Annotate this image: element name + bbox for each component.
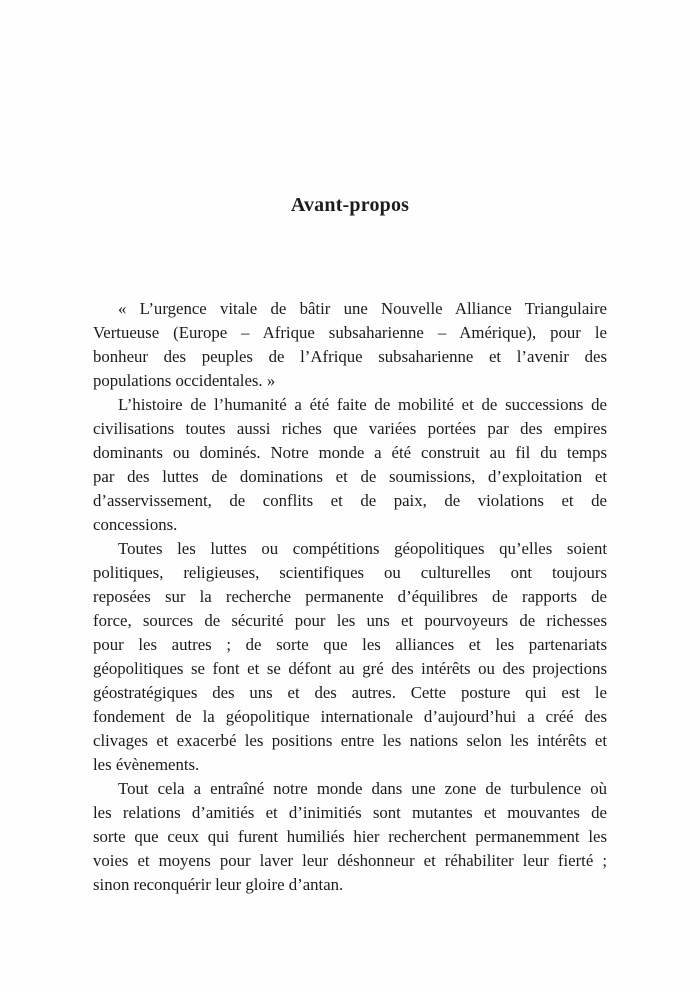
text-line: L’histoire de l’humanité a été faite de mobilité et de successions de bbox=[118, 395, 607, 414]
text-line: force, sources de sécurité pour les uns et pourvoyeurs de richesses bbox=[93, 611, 607, 630]
text-line: « L’urgence vitale de bâtir une Nouvelle Alliance Triangulaire bbox=[118, 299, 607, 318]
paragraph bbox=[93, 777, 607, 897]
text-line: reposées sur la recherche permanente d’équilibres de rapports de bbox=[93, 587, 607, 606]
text-line: géostratégiques des uns et des autres. Cette posture qui est le bbox=[93, 683, 607, 702]
text-line: bonheur des peuples de l’Afrique subsaharienne et l’avenir des bbox=[93, 347, 607, 366]
text-line: Vertueuse (Europe – Afrique subsaharienne – Amérique), pour le bbox=[93, 323, 607, 342]
text-line: Toutes les luttes ou compétitions géopolitiques qu’elles soient bbox=[118, 539, 607, 558]
text-line: les évènements. bbox=[93, 755, 200, 774]
text-line: populations occidentales. » bbox=[93, 371, 276, 390]
paragraph bbox=[93, 297, 607, 393]
page-title: Avant-propos bbox=[290, 194, 410, 216]
text-line: clivages et exacerbé les positions entre les nations selon les intérêts et bbox=[93, 731, 607, 750]
text-line: dominants ou dominés. Notre monde a été construit au fil du temps bbox=[93, 443, 607, 462]
text-line: Tout cela a entraîné notre monde dans une zone de turbulence où bbox=[118, 779, 607, 798]
text-line: concessions. bbox=[93, 515, 178, 534]
text-line: pour les autres ; de sorte que les alliances et les partenariats bbox=[93, 635, 607, 654]
text-line: politiques, religieuses, scientifiques ou culturelles ont toujours bbox=[93, 563, 607, 582]
text-block bbox=[93, 297, 607, 897]
text-line: les relations d’amitiés et d’inimitiés sont mutantes et mouvantes de bbox=[93, 803, 607, 822]
paragraph bbox=[93, 393, 607, 537]
text-line: d’asservissement, de conflits et de paix, de violations et de bbox=[93, 491, 607, 510]
paragraph bbox=[93, 537, 607, 777]
text-line: voies et moyens pour laver leur déshonneur et réhabiliter leur fierté ; bbox=[93, 851, 607, 870]
text-line: fondement de la géopolitique internationale d’aujourd’hui a créé des bbox=[93, 707, 607, 726]
text-line: géopolitiques se font et se défont au gré des intérêts ou des projections bbox=[93, 659, 607, 678]
text-line: sorte que ceux qui furent humiliés hier recherchent permanemment les bbox=[93, 827, 607, 846]
text-line: par des luttes de dominations et de soumissions, d’exploitation et bbox=[93, 467, 607, 486]
text-line: civilisations toutes aussi riches que variées portées par des empires bbox=[93, 419, 607, 438]
text-line: sinon reconquérir leur gloire d’antan. bbox=[93, 875, 344, 894]
